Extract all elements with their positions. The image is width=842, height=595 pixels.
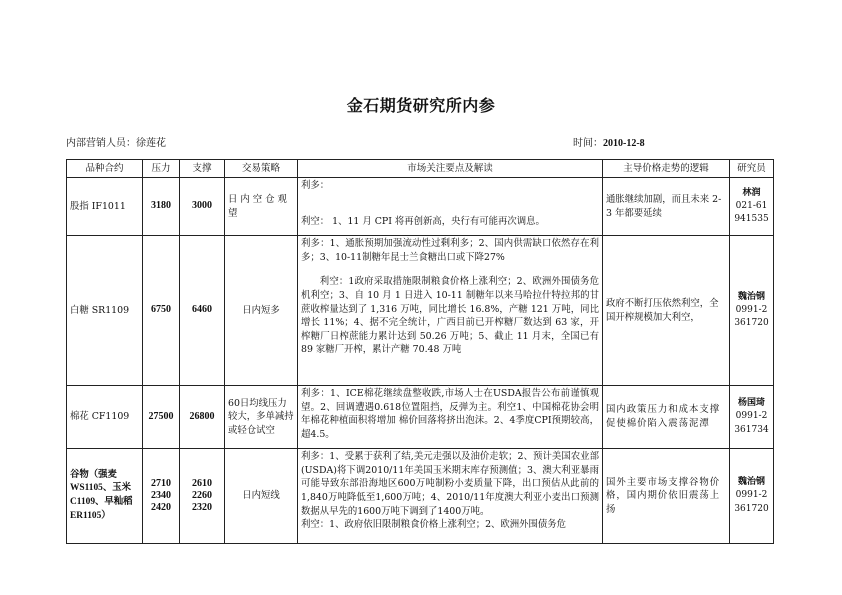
- analyst-name: 杨国琦: [737, 398, 765, 409]
- table-row: [67, 449, 774, 544]
- bullish-text: 利多：: [301, 180, 330, 191]
- analyst-phone-ext: 941535: [734, 214, 769, 225]
- header-support: 支撑: [180, 160, 225, 178]
- logic-cell: 通胀继续加剧，而且未来 2-3 年都要延续: [603, 178, 730, 236]
- support-cell: 26800: [180, 386, 225, 449]
- support-er: 2320: [192, 502, 212, 513]
- sales-label: 内部营销人员：: [66, 138, 136, 149]
- contract-cell: 股指 IF1011: [67, 178, 143, 236]
- bearish-text: 利空：1、政府依旧限制粮食价格上涨利空；2、欧洲外围债务危: [301, 519, 567, 531]
- table-row: [67, 178, 774, 236]
- bullish-text: 利多：1、受累于获利了结,美元走强以及油价走软；2、预计美国农业部(USDA)将下调2010/11年美国玉米期末库存预测值；3、澳大利亚暴雨可能导致东部沿海地区600万吨制粉小麦质量下降，出口预估从此前的1,840万吨降低至1,600万吨；4、2010/11年度澳大利亚小麦出口预测数据从早先的1600万吨下调到了1400万吨。: [301, 451, 599, 517]
- date-label: 时间：: [573, 138, 603, 149]
- resistance-er: 2420: [151, 502, 171, 513]
- support-cell: 3000: [180, 178, 225, 236]
- date-value: 2010-12-8: [603, 138, 645, 149]
- analyst-name: 魏治钢: [737, 291, 765, 302]
- report-date: [573, 134, 645, 149]
- contract-cell: 白糖 SR1109: [67, 236, 143, 386]
- analyst-phone: 0991-2: [735, 304, 768, 315]
- bearish-text: 利空： 1、11 月 CPI 将再创新高，央行有可能再次调息。: [301, 215, 545, 227]
- header-resistance: 压力: [143, 160, 180, 178]
- header-logic: 主导价格走势的逻辑: [603, 160, 730, 178]
- support-c: 2260: [192, 490, 212, 501]
- sales-name: 徐莲花: [136, 138, 166, 149]
- resistance-ws: 2710: [151, 478, 171, 489]
- focus-cell: [298, 449, 603, 544]
- analyst-cell: [730, 449, 774, 544]
- table-row: [67, 236, 774, 386]
- logic-cell: 国外主要市场支撑谷物价格，国内期价依旧震荡上扬: [603, 449, 730, 544]
- bearish-text: 利空：1政府采取措施限制粮食价格上涨利空；2、欧洲外围债务危机利空；3、自 10 月 1 日进入 10-11 制糖年以来马哈拉什特拉邦的甘蔗收榨量达到了 1,316 万吨，同比增长 16.8%，产糖 121 万吨，同比增长 11%；4、据不完全统计，广西目前已开榨糖厂数达到 63 家，开榨糖厂日榨蔗能力累计达到 50.26 万吨；5、截止 11 月末，全国已有 89 家糖厂开榨，累计产糖 70.48 万吨: [301, 276, 599, 356]
- support-cell: 6460: [180, 236, 225, 386]
- header-contract: 品种合约: [67, 160, 143, 178]
- contract-cell: 谷物（强麦WS1105、玉米C1109、早籼稻ER1105）: [67, 449, 143, 544]
- analyst-name: 魏治钢: [737, 477, 765, 488]
- focus-cell: [298, 236, 603, 386]
- analyst-phone: 021-61: [735, 200, 768, 211]
- research-table: [66, 159, 774, 544]
- resistance-cell: 27500: [143, 386, 180, 449]
- header-focus: 市场关注要点及解读: [298, 160, 603, 178]
- strategy-cell: 日内空仓观望: [225, 178, 298, 236]
- analyst-phone-ext: 361720: [734, 318, 769, 329]
- strategy-cell: 60日均线压力较大，多单减持或轻仓试空: [225, 386, 298, 449]
- logic-cell: 国内政策压力和成本支撑促使棉价陷入震荡泥潭: [603, 386, 730, 449]
- analyst-cell: [730, 236, 774, 386]
- support-ws: 2610: [192, 478, 212, 489]
- document-title: 金石期货研究所内参: [346, 96, 496, 115]
- analyst-phone: 0991-2: [735, 490, 768, 501]
- sales-person: [66, 134, 166, 149]
- bullish-text: 利多：1、通胀预期加强流动性过剩利多；2、国内供需缺口依然存在利多；3、10-11制糖年昆士兰食糖出口或下降27%: [301, 238, 599, 263]
- support-cell: [180, 449, 225, 544]
- resistance-cell: 6750: [143, 236, 180, 386]
- logic-cell: 政府不断打压依然利空，全国开榨规模加大利空，: [603, 236, 730, 386]
- focus-cell: 利多：1、ICE棉花继续盘整收跌,市场人士在USDA报告公布前谨慎观望。2、回调遭遇0.618位置阻挡，反弹为主。利空1、中国棉花协会明年棉花种植面积将增加 棉价回落将挤出泡沫。2、4季度CPI预期较高，超4.5。: [298, 386, 603, 449]
- header-strategy: 交易策略: [225, 160, 298, 178]
- table-header-row: [67, 160, 774, 178]
- table-row: [67, 386, 774, 449]
- focus-cell: [298, 178, 603, 236]
- analyst-phone-ext: 361734: [734, 424, 769, 435]
- strategy-cell: 日内短线: [225, 449, 298, 544]
- analyst-cell: [730, 178, 774, 236]
- analyst-cell: [730, 386, 774, 449]
- analyst-name: 林润: [742, 187, 761, 198]
- resistance-cell: 3180: [143, 178, 180, 236]
- resistance-cell: [143, 449, 180, 544]
- header-analyst: 研究员: [730, 160, 774, 178]
- analyst-phone: 0991-2: [735, 411, 768, 422]
- strategy-cell: 日内短多: [225, 236, 298, 386]
- analyst-phone-ext: 361720: [734, 503, 769, 514]
- resistance-c: 2340: [151, 490, 171, 501]
- contract-cell: 棉花 CF1109: [67, 386, 143, 449]
